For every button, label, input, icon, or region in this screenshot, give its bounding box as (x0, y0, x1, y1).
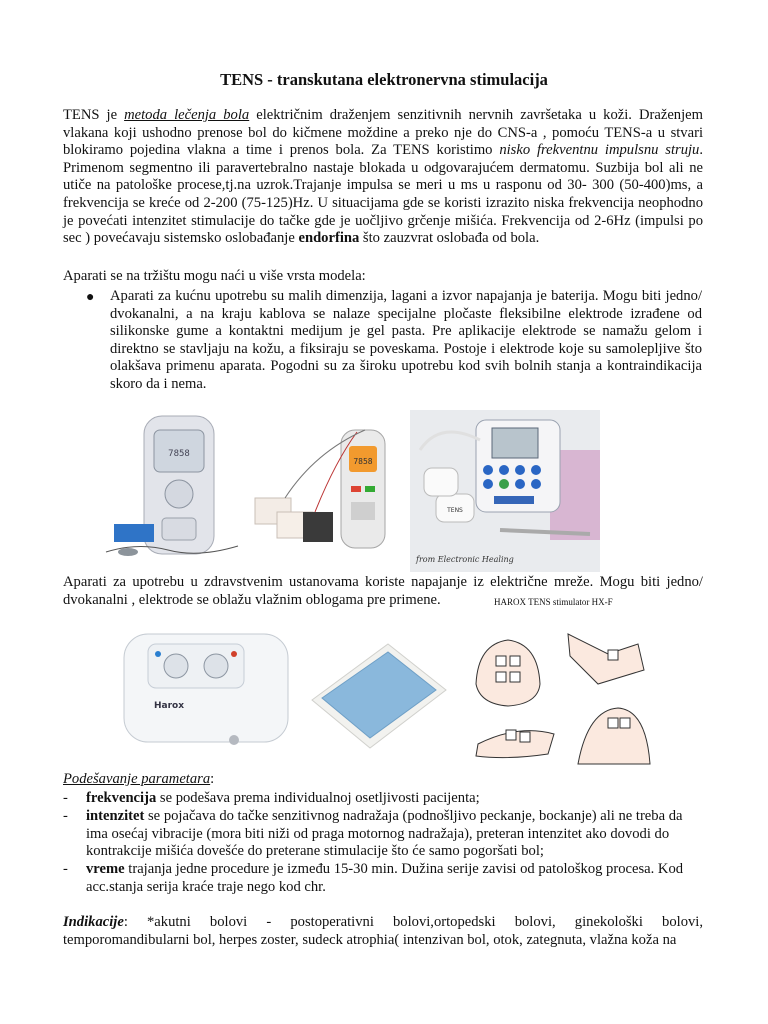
params-title: Podešavanje parametara (63, 771, 211, 787)
params-dash-2: - (63, 808, 68, 824)
intro-text-1: TENS je (63, 107, 125, 123)
param-time: vreme trajanja jedne procedure je između 15-30 min. Dužina serije zavisi od patološkog procesa. Kod acc.stanja serija kraće traje nego kod chr. (86, 861, 684, 895)
harox-stimulator-image (118, 622, 294, 754)
intro-text-4: što zauzvrat oslobađa od bola. (359, 230, 540, 247)
intro-bold-endorphin: endorfina (298, 230, 360, 247)
svg-text:Harox: Harox (154, 701, 185, 711)
indications-paragraph: Indikacije: *akutni bolovi - postoperativni bolovi,ortopedski bolovi, ginekološki bolovi, temporomandibularni bol, herpes zoster, sudeck atrophia( intenzivan bol, otok, zategnuta, vlažna koža na (63, 914, 703, 948)
harox-caption: HAROX TENS stimulator HX-F (494, 597, 613, 607)
param-frequency: frekvencija se podešava prema individualnoj osetljivosti pacijenta; (86, 790, 480, 806)
electrode-placement-illustrations (458, 614, 654, 766)
intro-emphasis-current: nisko frekventnu impulsnu struju (499, 142, 700, 159)
params-dash-1: - (63, 790, 68, 806)
bullet-marker: ● (86, 290, 95, 305)
intro-emphasis-method: metoda lečenja bola (124, 107, 250, 123)
indications-label: Indikacije (63, 914, 124, 930)
svg-text:7858: 7858 (168, 449, 190, 459)
param-intensity: intenzitet se pojačava do tačke senzitivnog nadražaja (podnošljivo peckanje, bockanje) ali ne treba da ima osećaj vibracije (mora biti niži od praga motornog nadražaja), preteran intenzitet ako dovodi do kontrakcije mišića dovešće do preterane stimulacije što će samo pogoršati bol; (86, 808, 683, 860)
svg-text:7858: 7858 (353, 457, 373, 466)
home-tens-device-image (98, 412, 240, 560)
bullet-home-devices: Aparati za kućnu upotrebu su malih dimenzija, lagani a izvor napajanja je baterija. Mogu biti jedno/ dvokanalni, a na kraju kablova se nalaze specijalne pločaste fleksibilne elektrode izrađene od silikonske gume a kontaktni medijum je gel pasta. Pre aplikacije elektrode se namažu gelom i direktno se stavljaju na kožu, a fiksiraju se poveskama. Postoje i elektrode koje su samolepljive što olakšava primenu aparata. Pogodni su za široku upotrebu kod svih bolnih stanja a kontraindikacija skoro da i nema. (110, 288, 702, 392)
intro-paragraph (63, 107, 703, 248)
svg-text:TENS: TENS (447, 507, 463, 514)
page-title: TENS - transkutana elektronervna stimulacija (220, 70, 548, 89)
models-line: Aparati se na tržištu mogu naći u više vrsta modela: (63, 268, 366, 284)
tens-kit-image (410, 410, 600, 572)
electrode-pad-image (300, 640, 450, 752)
portable-tens-device-image (245, 412, 405, 560)
intro-text-3: . Primenom segmentno ili paravertebralno nastaje blokada u odgovarajućem dermatomu. Suzbija bol ali ne utiče na patološke procese,tj.na uzrok.Trajanje impulsa se meri u ms u rasponu od 30- 300 (50-400)ms, a frekvencija se kreće od 2-200 (75-125)Hz. U situacijama gde se koristi izrazito niska frekvencija neophodno je povećati intenzitet stimulacije do tačke gde je uočljivo grčenje mišića. Frekvencija od 2-6Hz (impulsi po sec ) povećavaju sistemsko oslobađanje (63, 142, 703, 247)
intro-text-2: električnim draženjem senzitivnih nervnih završetaka u koži. Draženjem vlakana koji ushodno prenose bol do kičmene moždine a preko nje do CNS-a , pomoću TENS-a u stvari blokiramo pojedina vlakna a time i prenos bola. Za TENS koristimo (63, 107, 703, 159)
params-dash-3: - (63, 861, 68, 877)
electronic-healing-caption: from Electronic Healing (416, 555, 514, 564)
params-heading: Podešavanje parametara: (63, 771, 215, 787)
institutions-paragraph: Aparati za upotrebu u zdravstvenim ustanovama koriste napajanje iz električne mreže. Mogu biti jedno/ dvokanalni , elektrode se oblažu vlažnim oblogama pre primene. (63, 574, 703, 608)
